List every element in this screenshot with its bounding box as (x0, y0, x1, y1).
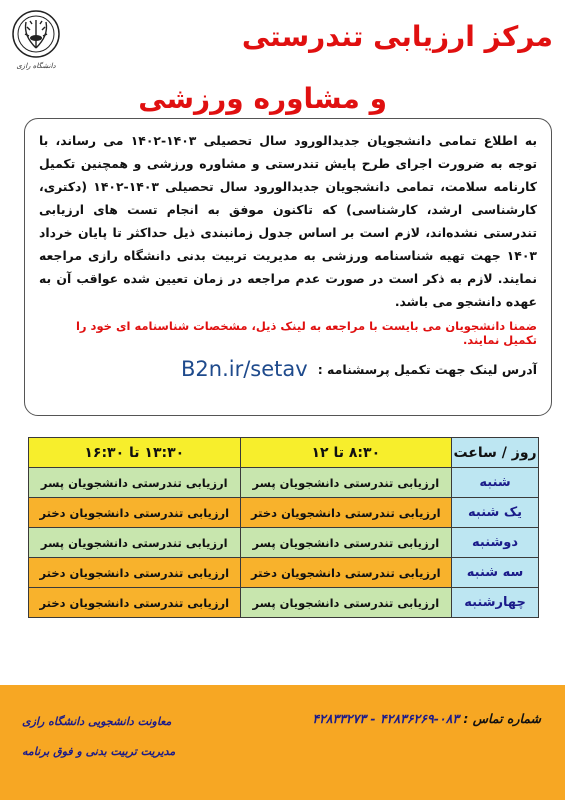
day-cell: چهارشنبه (452, 588, 539, 618)
day-cell: دوشنبه (452, 528, 539, 558)
schedule-cell: ارزیابی تندرستی دانشجویان دختر (29, 588, 241, 618)
notice-warning: ضمنا دانشجویان می بایست با مراجعه به لینک ذیل، مشخصات شناسنامه ای خود را تکمیل نمایند. (75, 319, 537, 347)
morning-slot-header: ۸:۳۰ تا ۱۲ (240, 438, 452, 468)
university-logo (8, 8, 64, 82)
schedule-cell: ارزیابی تندرستی دانشجویان دختر (240, 558, 452, 588)
schedule-cell: ارزیابی تندرستی دانشجویان دختر (240, 498, 452, 528)
table-row (29, 528, 539, 558)
notice-box (24, 118, 552, 416)
day-cell: سه شنبه (452, 558, 539, 588)
afternoon-slot-header: ۱۳:۳۰ تا ۱۶:۳۰ (29, 438, 241, 468)
phone-numbers: ۰۸۳-۴۲۸۳۶۲۶۹ - ۴۲۸۳۳۲۷۳ (312, 711, 460, 726)
day-time-header: روز / ساعت (452, 438, 539, 468)
schedule-cell: ارزیابی تندرستی دانشجویان پسر (29, 468, 241, 498)
schedule-header-row (29, 438, 539, 468)
logo-caption: دانشگاه رازی (16, 62, 56, 70)
schedule-table (28, 437, 539, 618)
table-row (29, 558, 539, 588)
schedule-cell: ارزیابی تندرستی دانشجویان پسر (240, 468, 452, 498)
footer (0, 685, 565, 800)
link-row (39, 357, 537, 381)
schedule-cell: ارزیابی تندرستی دانشجویان پسر (240, 588, 452, 618)
org-line-1: معاونت دانشجویی دانشگاه رازی (22, 715, 172, 728)
link-label: آدرس لینک جهت تکمیل پرسشنامه : (317, 361, 537, 377)
page-subtitle: و مشاوره ورزشی (138, 82, 387, 115)
schedule-cell: ارزیابی تندرستی دانشجویان پسر (29, 528, 241, 558)
notice-body: به اطلاع تمامی دانشجویان جدیدالورود سال تحصیلی ۱۴۰۳-۱۴۰۲ می رساند، با توجه به ضرورت اجرای طرح پایش تندرستی و مشاوره ورزشی و همچنین تکمیل کارنامه سلامت، تمامی دانشجویان جدیدالورود سال تحصیلی ۱۴۰۳-۱۴۰۲ (دکتری، کارشناسی ارشد، کارشناسی) که تاکنون موفق به انجام تست های ارزیابی تندرستی نشده‌اند، لازم است بر اساس جدول زمانبندی ذیل حداکثر تا پایان خرداد ۱۴۰۳ جهت تهیه شناسنامه ورزشی به مدیریت تربیت بدنی دانشگاه رازی مراجعه نمایند. لازم به ذکر است در صورت عدم مراجعه در زمان تعیین شده عواقب آن به عهده دانشجو می باشد. (39, 133, 537, 309)
page-title: مرکز ارزیابی تندرستی (241, 20, 553, 53)
table-row (29, 588, 539, 618)
contact-phone (312, 711, 541, 726)
day-cell: یک شنبه (452, 498, 539, 528)
phone-label: شماره تماس : (463, 711, 541, 726)
day-cell: شنبه (452, 468, 539, 498)
schedule-cell: ارزیابی تندرستی دانشجویان دختر (29, 558, 241, 588)
questionnaire-link[interactable]: B2n.ir/setav (181, 357, 308, 381)
schedule-cell: ارزیابی تندرستی دانشجویان پسر (240, 528, 452, 558)
org-line-2: مدیریت تربیت بدنی و فوق برنامه (22, 745, 176, 758)
university-logo-icon (10, 8, 62, 60)
table-row (29, 468, 539, 498)
table-row (29, 498, 539, 528)
schedule-cell: ارزیابی تندرستی دانشجویان دختر (29, 498, 241, 528)
